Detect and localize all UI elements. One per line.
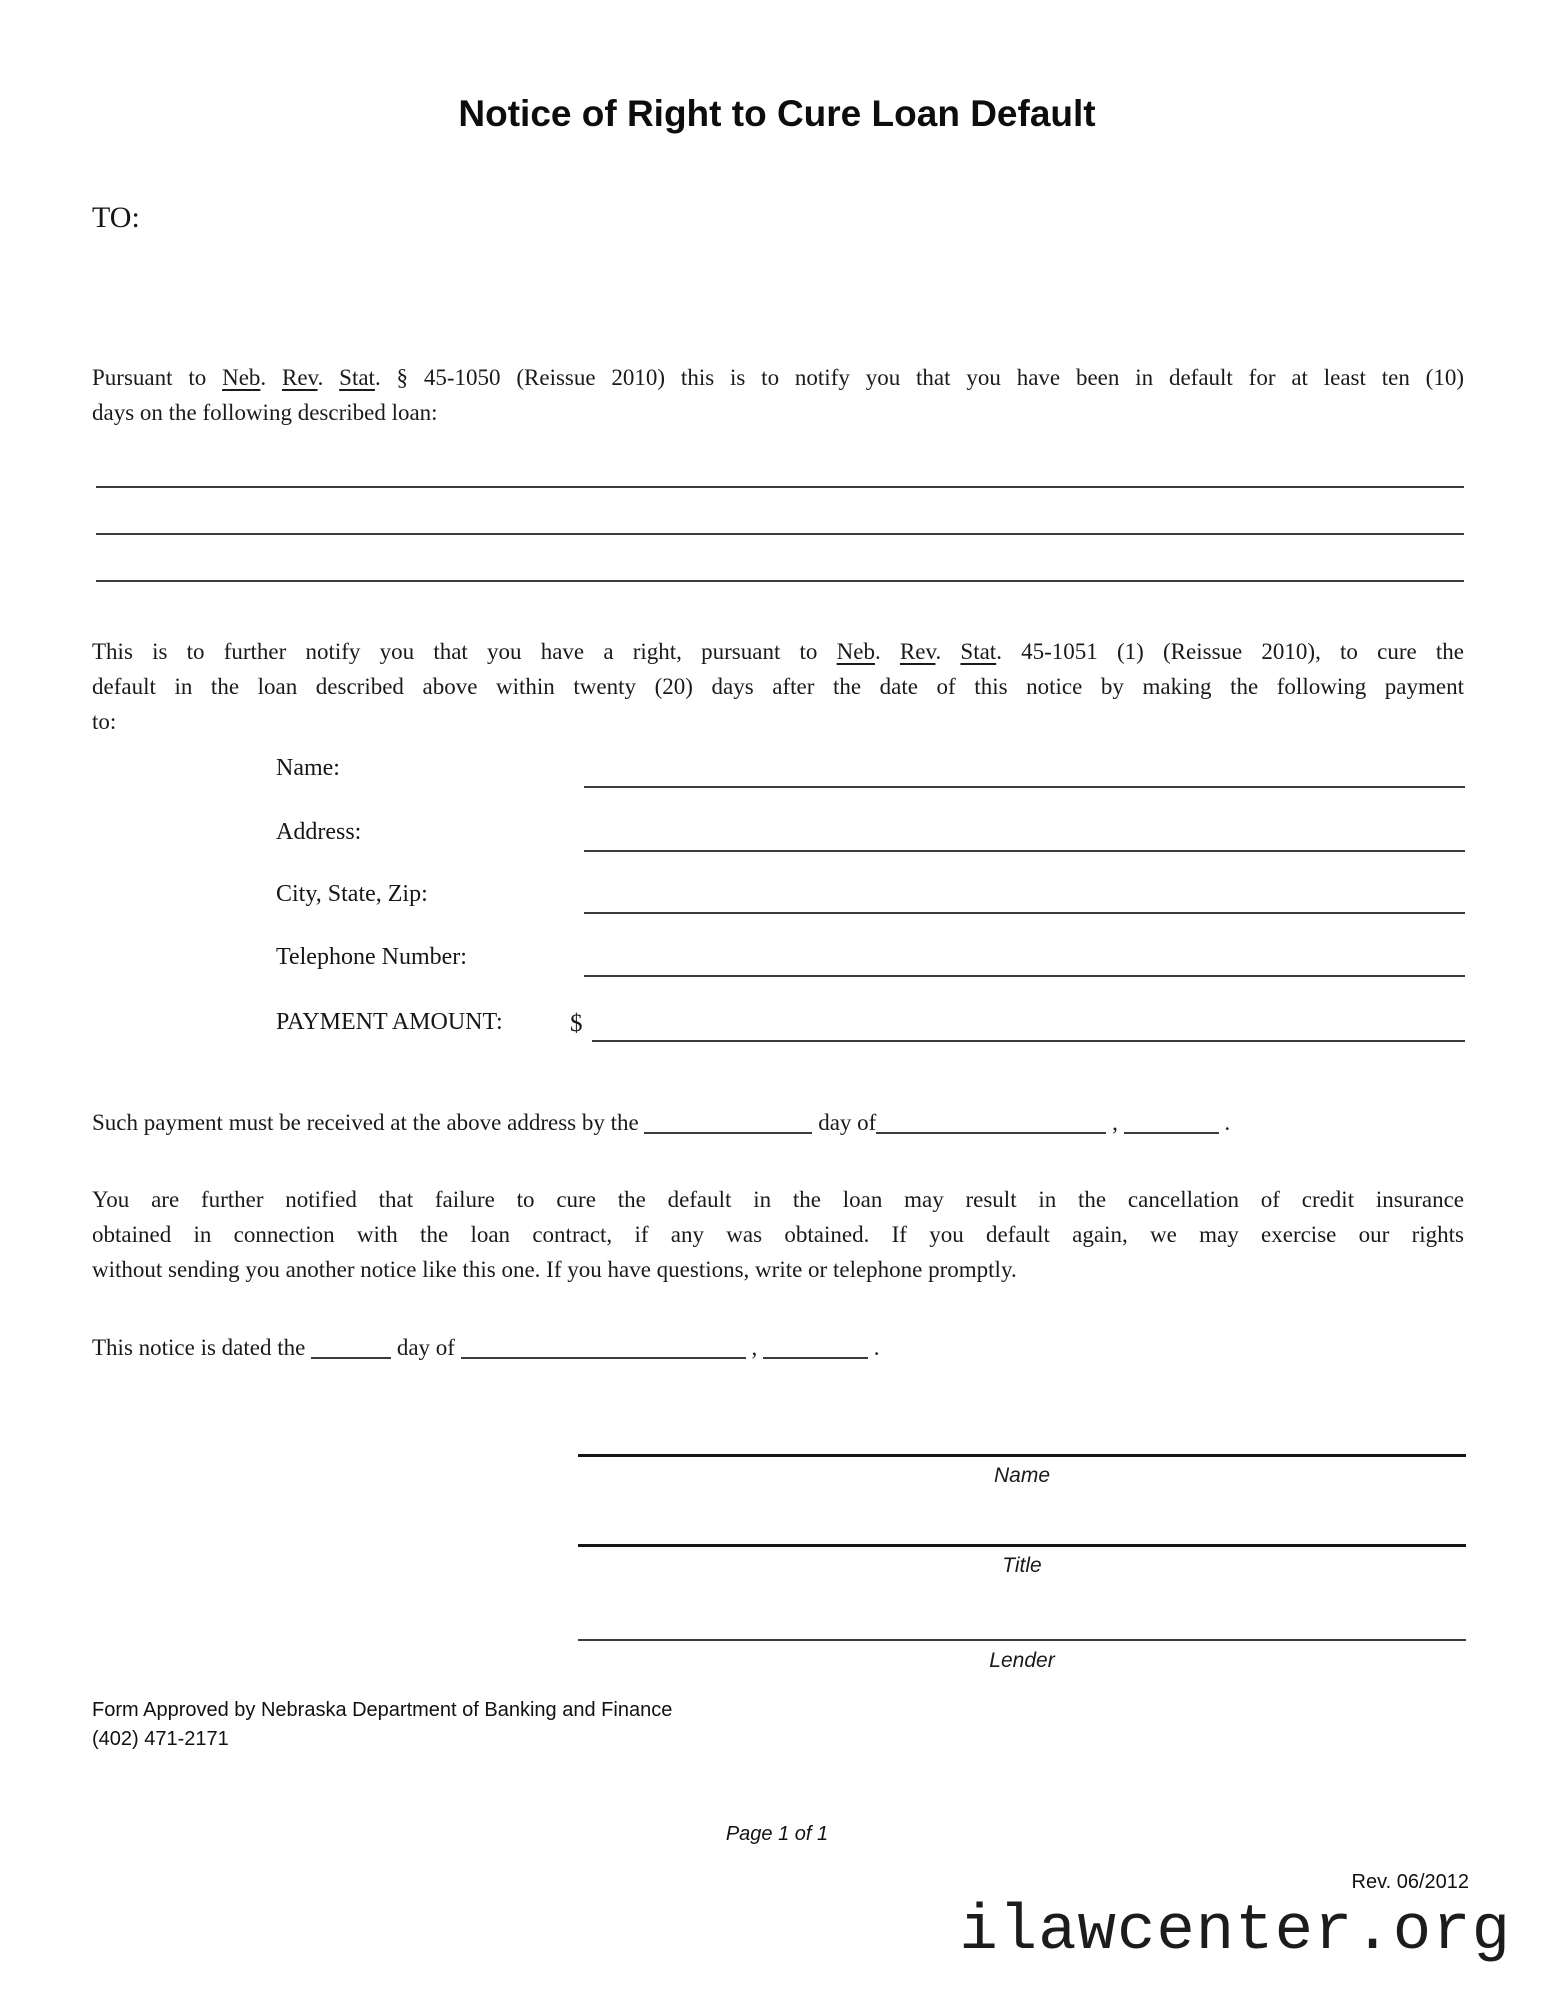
statute-citation-rev: Rev <box>899 639 936 664</box>
payment-amount-label: PAYMENT AMOUNT: <box>276 1009 503 1035</box>
paragraph-right-to-cure <box>92 634 1464 739</box>
dated-comma: , <box>751 1335 758 1360</box>
payment-amount-field-line[interactable] <box>592 1040 1465 1042</box>
deadline-period: . <box>1224 1110 1231 1135</box>
statute-citation-neb: Neb <box>836 639 875 664</box>
address-field-line[interactable] <box>584 850 1465 852</box>
signature-lender-caption: Lender <box>989 1649 1055 1672</box>
deadline-comma: , <box>1112 1110 1118 1135</box>
paragraph-default-notice <box>92 360 1464 430</box>
field-row-payment-amount <box>92 1002 1464 1042</box>
form-approval-note <box>92 1696 672 1754</box>
document-title: Notice of Right to Cure Loan Default <box>458 93 1096 134</box>
field-row-telephone <box>92 937 1464 977</box>
loan-description-line-1[interactable] <box>96 486 1464 488</box>
paragraph-default-notice-line2: days on the following described loan: <box>92 400 438 425</box>
form-approval-line1: Form Approved by Nebraska Department of Banking and Finance <box>92 1699 673 1721</box>
city-state-zip-label: City, State, Zip: <box>276 881 428 907</box>
ilawcenter-watermark: ilawcenter.org <box>959 1896 1511 1968</box>
para2-text: This is to further notify you that you have a right, pursuant to <box>92 639 837 664</box>
paragraph-default-notice-line1: Pursuant to Neb. Rev. Stat. § 45-1050 (Reissue 2010) this is to notify you that you have been in default for at least ten (10) <box>92 365 1465 390</box>
signature-title-caption: Title <box>1002 1554 1042 1577</box>
notice-dated-sentence <box>92 1331 1464 1365</box>
paragraph-right-to-cure-line1: This is to further notify you that you have a right, pursuant to Neb. Rev. Stat. 45-1051 (1) (Reissue 2010), to cure the <box>92 639 1465 664</box>
statute-citation-stat: Stat <box>339 365 375 390</box>
name-label: Name: <box>276 755 340 781</box>
field-row-name <box>92 748 1464 788</box>
page-indicator: Page 1 of 1 <box>725 1823 829 1845</box>
signature-name-caption: Name <box>993 1464 1051 1487</box>
due-month-blank[interactable] <box>876 1116 1106 1134</box>
paragraph-failure-warning-line1: You are further notified that failure to cure the default in the loan may result in the cancellation of credit insurance <box>92 1187 1464 1212</box>
dated-text-2: day of <box>396 1335 455 1360</box>
statute-citation-neb: Neb <box>222 365 261 390</box>
payment-deadline-sentence <box>92 1106 1464 1140</box>
dated-text-1: This notice is dated the <box>92 1335 306 1360</box>
paragraph-failure-warning <box>92 1182 1464 1287</box>
field-row-address <box>92 812 1464 852</box>
city-state-zip-field-line[interactable] <box>584 912 1465 914</box>
statute-citation-rev: Rev <box>282 365 318 390</box>
dated-period: . <box>873 1335 880 1360</box>
address-label: Address: <box>276 819 362 845</box>
loan-description-line-3[interactable] <box>96 580 1464 582</box>
dollar-sign: $ <box>570 1010 583 1037</box>
dated-month-blank[interactable] <box>461 1341 746 1359</box>
loan-description-line-2[interactable] <box>96 533 1464 535</box>
paragraph-failure-warning-line3: without sending you another notice like this one. If you have questions, write or telephone promptly. <box>92 1257 1017 1282</box>
paragraph-right-to-cure-line2: default in the loan described above within twenty (20) days after the date of this notice by making the following payment <box>92 674 1464 699</box>
field-row-city-state-zip <box>92 874 1464 914</box>
due-day-blank[interactable] <box>644 1116 812 1134</box>
paragraph-failure-warning-line2: obtained in connection with the loan contract, if any was obtained. If you default again, we may exercise our rights <box>92 1222 1464 1247</box>
paragraph-right-to-cure-line3: to: <box>92 709 117 734</box>
form-approval-line2: (402) 471-2171 <box>92 1728 229 1750</box>
dated-day-blank[interactable] <box>311 1341 391 1359</box>
revision-label: Rev. 06/2012 <box>1351 1871 1469 1893</box>
dated-year-blank[interactable] <box>763 1341 868 1359</box>
signature-lender-line[interactable] <box>578 1639 1466 1641</box>
telephone-field-line[interactable] <box>584 975 1465 977</box>
signature-name-line[interactable] <box>578 1454 1466 1457</box>
para1-text: Pursuant to <box>92 365 223 390</box>
signature-title-line[interactable] <box>578 1544 1466 1547</box>
due-year-blank[interactable] <box>1124 1116 1219 1134</box>
telephone-label: Telephone Number: <box>276 944 467 970</box>
deadline-text-1: Such payment must be received at the above address by the <box>92 1110 639 1135</box>
deadline-text-2: day of <box>818 1110 877 1135</box>
name-field-line[interactable] <box>584 786 1465 788</box>
recipient-to-label: TO: <box>92 201 140 234</box>
statute-citation-stat: Stat <box>960 639 997 664</box>
